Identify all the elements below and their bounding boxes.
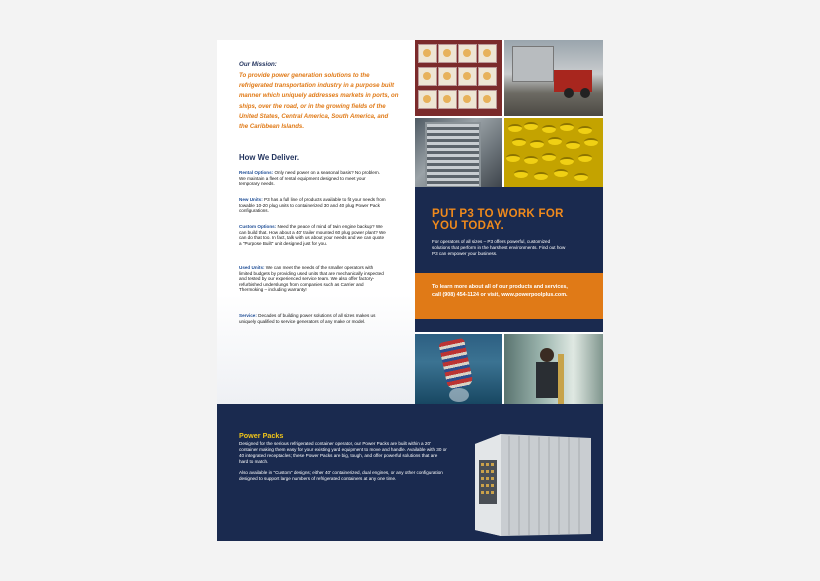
item-label: Service: bbox=[239, 313, 257, 318]
power-pack-container-image bbox=[473, 430, 593, 538]
deliver-heading: How We Deliver. bbox=[239, 153, 300, 162]
photo-produce-boxes bbox=[415, 40, 502, 116]
power-packs-panel bbox=[217, 404, 603, 541]
brochure-page bbox=[217, 40, 603, 541]
mission-heading: Our Mission: bbox=[239, 61, 277, 68]
item-label: Used Units: bbox=[239, 265, 265, 270]
deliver-item-used bbox=[239, 265, 387, 293]
photo-container-forklift bbox=[504, 40, 603, 116]
item-label: Custom Options: bbox=[239, 224, 277, 229]
photo-cargo-ship bbox=[415, 334, 502, 404]
photo-bananas bbox=[504, 118, 603, 187]
deliver-item-service bbox=[239, 313, 387, 324]
item-label: Rental Options: bbox=[239, 170, 274, 175]
power-packs-paragraph-1: Designed for the serious refrigerated container operator, our Power Packs are built within a 20' container making them easy for your existing yard equipment to move and handle. Available with 30 or 40 integrated receptacles; these Power Packs are big, tough, and offer powerful solutions that are hard to match. bbox=[239, 441, 447, 464]
mission-text: To provide power generation solutions to the refrigerated transportation industry in a purpose built manner which uniquely addresses markets in ports, on ships, over the road, or in the growing fields of the United States, Central America, South America, and the Caribbean Islands. bbox=[239, 72, 399, 131]
item-text: Decades of building power solutions of all sizes makes us uniquely qualified to service generators of any make or model. bbox=[239, 313, 376, 324]
power-packs-text bbox=[239, 441, 447, 482]
deliver-item-rental bbox=[239, 170, 387, 187]
left-column bbox=[217, 40, 415, 404]
promo-text: For operators of all sizes – P3 offers powerful, customized solutions that perform in the harshest environments. Find out how P3 can empower your business. bbox=[432, 239, 566, 256]
item-text: Only need power on a seasonal basis? No problem. We maintain a fleet of rental equipment designed to meet your temporary needs. bbox=[239, 170, 380, 187]
deliver-item-custom bbox=[239, 224, 387, 246]
contact-panel bbox=[415, 273, 603, 319]
item-text: P3 has a full line of products available to fit your needs from towable 10-20 plug units to containerized 30 and 40 plug Power Pack configurations. bbox=[239, 197, 386, 214]
contact-text[interactable]: To learn more about all of our products and services, call (908) 454-1124 or visit, www.powerpoolplus.com. bbox=[432, 284, 568, 298]
photo-technician bbox=[504, 334, 603, 404]
promo-heading: PUT P3 TO WORK FOR YOU TODAY. bbox=[432, 208, 564, 232]
photo-generator-interior bbox=[415, 118, 502, 187]
deliver-item-new bbox=[239, 197, 387, 214]
item-text: We can meet the needs of the smaller operators with limited budgets by providing used units that are mechanically inspected and tested by our experienced service team. We also offer factory-refurbished underslungs from companies such as Carrier and Thermoking – including warranty! bbox=[239, 265, 384, 293]
power-packs-heading: Power Packs bbox=[239, 431, 284, 440]
item-label: New Units: bbox=[239, 197, 263, 202]
item-text: Need the peace of mind of twin engine backup? We can build that. How about a 40' trailer mounted 60 plug power plant? We can do that too. In fact, talk with us about your needs and we can quote a "Purpose Built" unit designed just for you. bbox=[239, 224, 386, 246]
power-packs-paragraph-2: Also available in "Custom" designs; either 40' containerized, dual engines, or any other configuration designed to support large numbers of refrigerated containers at any one time. bbox=[239, 470, 443, 481]
